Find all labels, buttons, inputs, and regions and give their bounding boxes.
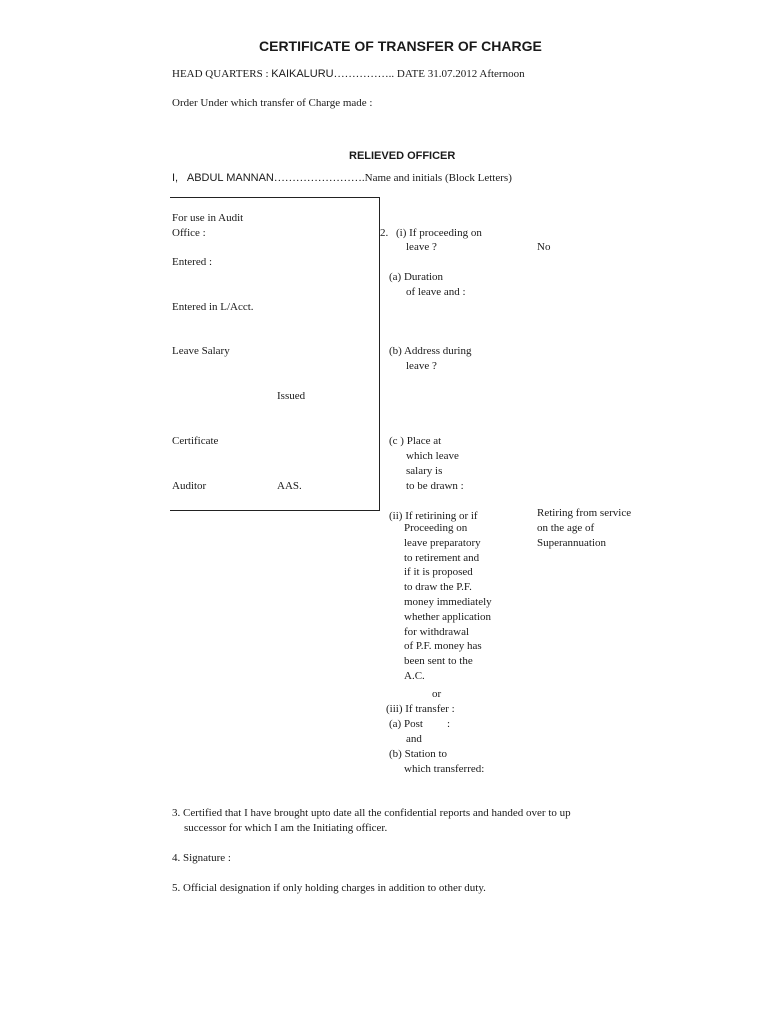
name-hint: Name and initials (Block Letters) xyxy=(364,172,512,184)
item3-line2: successor for which I am the Initiating officer. xyxy=(184,822,388,834)
item2-ii-line: Proceeding on xyxy=(404,522,468,534)
item2-ii-line: to draw the P.F. xyxy=(404,581,472,594)
date-value: 31.07.2012 Afternoon xyxy=(427,68,525,80)
audit-issued: Issued xyxy=(277,390,306,402)
item2-b-line1: (b) Address during xyxy=(389,345,472,357)
section-heading: RELIEVED OFFICER xyxy=(349,150,456,162)
item2-ii-line: of P.F. money has xyxy=(404,640,482,653)
audit-box-line1: For use in Audit xyxy=(172,212,244,224)
item2-c-line4: to be drawn : xyxy=(406,480,464,492)
item2-ii-line: for withdrawal xyxy=(404,625,470,638)
item2-ii-line: to retirement and xyxy=(404,551,480,564)
item2-answer-ii-line: Superannuation xyxy=(537,536,607,549)
item2-iii-b-line1: (b) Station to xyxy=(389,748,448,760)
item2-q-i-line2: leave ? xyxy=(406,241,437,253)
item2-ii-line: if it is proposed xyxy=(404,566,473,579)
item2-ii-line: been sent to the xyxy=(404,655,473,668)
item2-answer-i: No xyxy=(537,241,551,253)
item2-ii-line: leave preparatory xyxy=(404,536,481,549)
item2-or: or xyxy=(432,688,442,700)
audit-entered: Entered : xyxy=(172,256,213,268)
head-quarters-value: KAIKALURU xyxy=(271,68,334,80)
audit-entered-acct: Entered in L/Acct. xyxy=(172,301,254,313)
item2-q-i-line1: (i) If proceeding on xyxy=(396,227,482,239)
audit-leave-salary: Leave Salary xyxy=(172,345,230,357)
order-line: Order Under which transfer of Charge made : xyxy=(172,97,373,109)
item2-c-line2: which leave xyxy=(406,450,459,462)
item2-ii-line: money immediately xyxy=(404,595,492,608)
audit-auditor: Auditor xyxy=(172,480,207,492)
item4-signature: 4. Signature : xyxy=(172,852,231,864)
audit-certificate: Certificate xyxy=(172,435,219,447)
name-line xyxy=(172,173,512,184)
item2-answer-ii-line: on the age of xyxy=(537,521,595,534)
head-quarters-label: HEAD QUARTERS : xyxy=(172,68,269,80)
item2-iii-b-line2: which transferred: xyxy=(404,763,485,775)
name-dots: ……………………. xyxy=(273,172,365,184)
item2-iii-a-colon: : xyxy=(447,718,451,730)
item3-line1: 3. Certified that I have brought upto date all the confidential reports and handed over to up xyxy=(172,807,571,819)
document-title: CERTIFICATE OF TRANSFER OF CHARGE xyxy=(259,38,542,54)
head-quarters-dots: …………….. xyxy=(333,68,395,80)
item2-answer-ii-line: Retiring from service xyxy=(537,507,632,519)
item2-number: 2. xyxy=(380,227,389,239)
audit-aas: AAS. xyxy=(277,480,302,492)
item2-ii-line1: (ii) If retirining or if xyxy=(389,510,478,522)
date-label: DATE xyxy=(396,68,425,80)
audit-box-line2: Office : xyxy=(172,227,206,239)
item2-c-line3: salary is xyxy=(406,465,443,477)
item2-ii-block xyxy=(404,521,492,684)
officer-name: ABDUL MANNAN xyxy=(186,172,274,184)
item5-designation: 5. Official designation if only holding charges in addition to other duty. xyxy=(172,882,486,894)
name-prefix: I, xyxy=(172,172,179,184)
item2-ii-line: A.C. xyxy=(404,669,425,682)
item2-iii-and: and xyxy=(406,733,422,745)
item2-ii-line: whether application xyxy=(404,610,492,623)
item2-iii-label: (iii) If transfer : xyxy=(386,703,455,715)
item2-answer-ii xyxy=(537,506,631,550)
item2-c-line1: (c ) Place at xyxy=(389,435,442,447)
item2-iii-a: (a) Post xyxy=(389,718,423,730)
head-quarters-line xyxy=(172,69,525,80)
item2-b-line2: leave ? xyxy=(406,360,437,372)
item2-a-line2: of leave and : xyxy=(406,286,466,298)
item2-a-line1: (a) Duration xyxy=(389,271,444,283)
